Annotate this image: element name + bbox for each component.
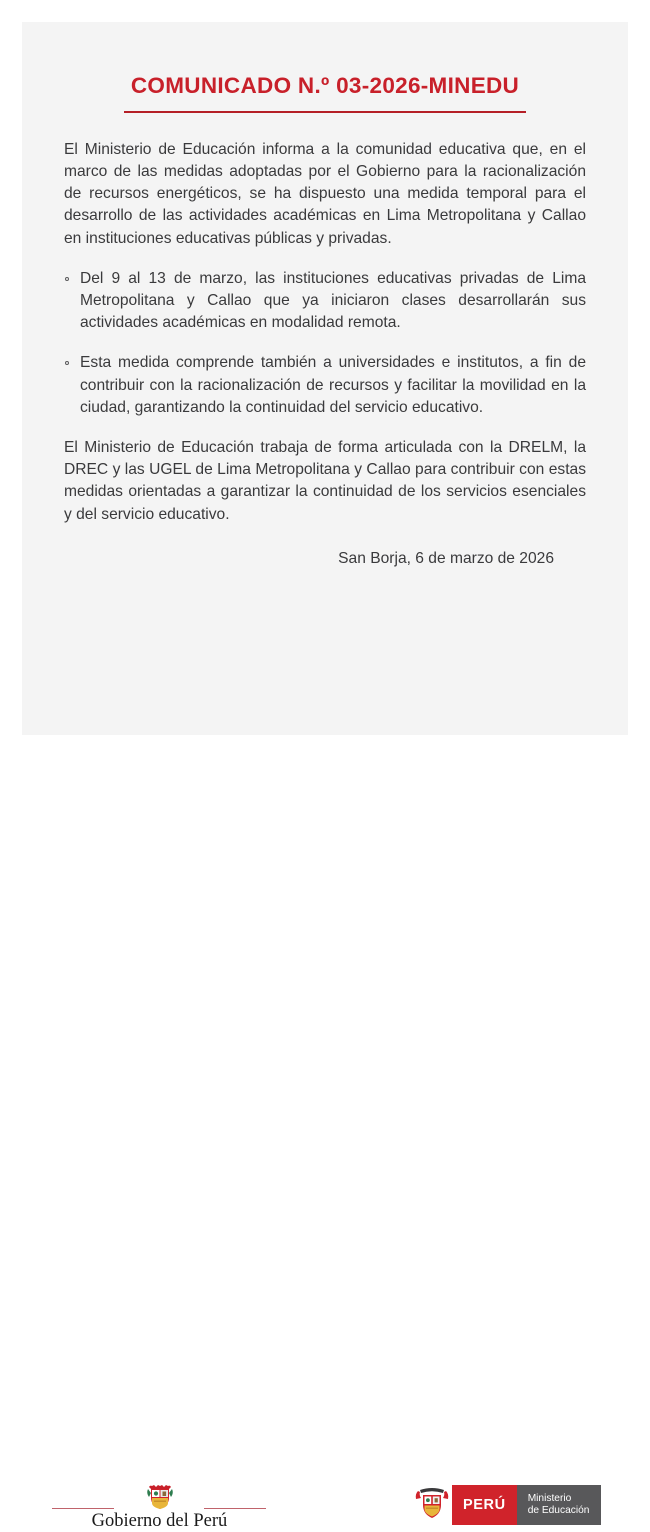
title-underline-rule (124, 111, 526, 113)
list-item (64, 352, 586, 419)
communique-card (22, 22, 628, 735)
logo-rule-right (204, 1508, 266, 1509)
gobierno-del-peru-logo (52, 1480, 267, 1531)
ministry-line-2: de Educación (527, 1505, 590, 1516)
bullet-circle-icon (65, 277, 69, 281)
minedu-ministry-block (517, 1485, 602, 1525)
footer (0, 735, 650, 1531)
list-item-text: Esta medida comprende también a universidades e institutos, a fin de contribuir con la racionalización de recursos y facilitar la movilidad en la ciudad, garantizando la continuidad del servicio educativo. (80, 354, 586, 416)
logo-rule-left (52, 1508, 114, 1509)
signoff-line: San Borja, 6 de marzo de 2026 (338, 549, 554, 567)
measures-list (64, 268, 586, 419)
communique-body (22, 139, 628, 570)
peru-flag-escudo-icon (412, 1485, 452, 1525)
list-item (64, 268, 586, 335)
page-title: COMUNICADO N.º 03-2026-MINEDU (130, 73, 520, 98)
list-item-text: Del 9 al 13 de marzo, las instituciones educativas privadas de Lima Metropolitana y Callao que ya iniciaron clases desarrollarán sus actividades académicas en modalidad remota. (80, 269, 586, 332)
minedu-peru-label: PERÚ (452, 1485, 517, 1525)
paragraph-intro: El Ministerio de Educación informa a la comunidad educativa que, en el marco de las medidas adoptadas por el Gobierno para la racionalización de recursos energéticos, se ha dispuesto una medida temporal para el desarrollo de las actividades académicas en Lima Metropolitana y Callao en instituciones educativas públicas y privadas. (64, 140, 586, 247)
title-block (22, 74, 628, 113)
gobierno-del-peru-label: Gobierno del Perú (91, 1511, 228, 1531)
paragraph-closing: El Ministerio de Educación trabaja de forma articulada con la DRELM, la DREC y las UGEL de Lima Metropolitana y Callao para contribuir con estas medidas orientadas a garantizar la continuidad de los servicios esenciales y del servicio educativo. (64, 438, 586, 523)
peru-coat-of-arms-icon (145, 1483, 175, 1513)
ministry-line-1: Ministerio (527, 1492, 572, 1504)
bullet-circle-icon (65, 361, 69, 365)
minedu-logo (412, 1485, 601, 1525)
